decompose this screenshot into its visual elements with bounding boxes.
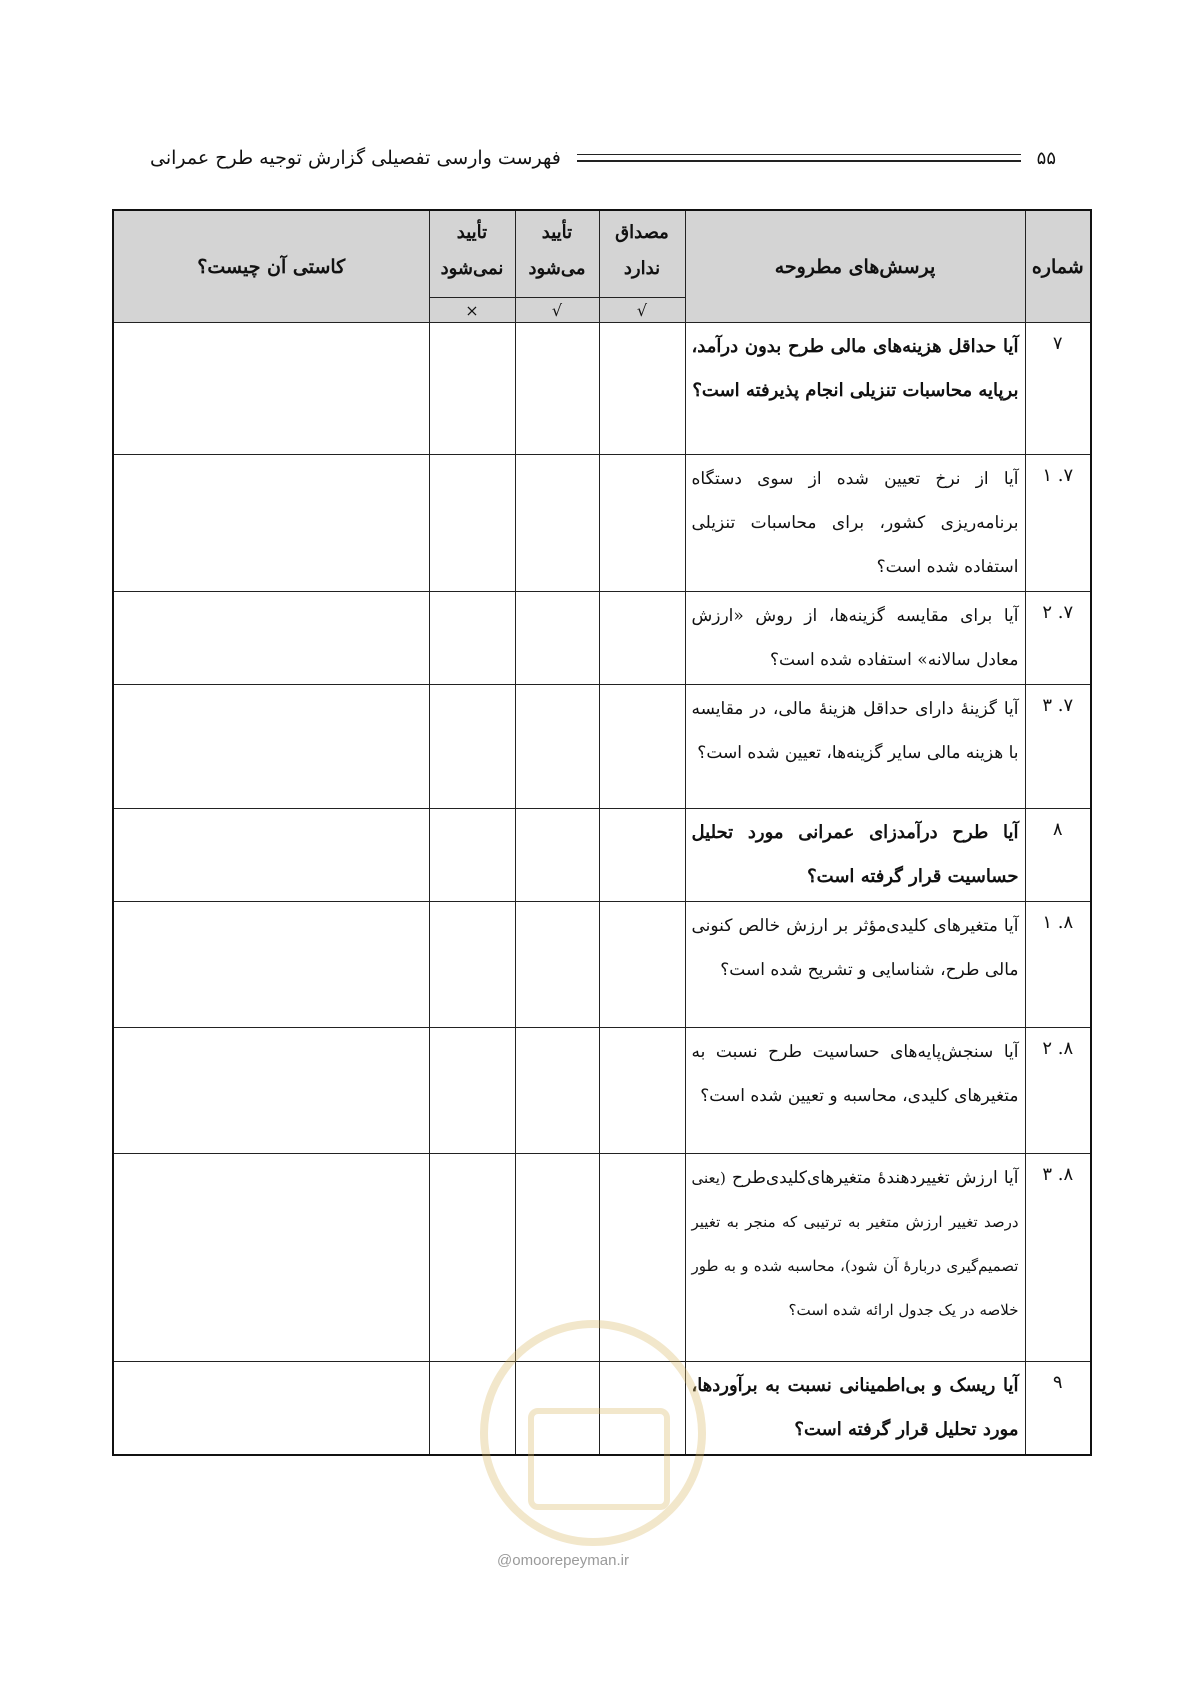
cell-deficiency[interactable] xyxy=(113,902,429,1028)
cell-not-confirmed[interactable] xyxy=(429,685,515,809)
cell-confirmed[interactable] xyxy=(515,685,599,809)
row-number: ۷. ۲ xyxy=(1025,592,1091,685)
cell-not-applicable[interactable] xyxy=(599,685,685,809)
column-header-deficiency: کاستی آن چیست؟ xyxy=(113,210,429,323)
table-row xyxy=(113,455,1091,592)
row-question-note: (یعنی درصد تغییر ارزش متغیر به ترتیبی که منجر به تغییر تصمیم‌گیری دربارۀ آن شود)، محاسبه شده و به طور خلاصه در یک جدول ارائه شده است؟ xyxy=(691,1169,1019,1319)
column-header-confirmed-line2: می‌شود xyxy=(528,258,586,279)
cell-deficiency[interactable] xyxy=(113,1362,429,1456)
row-number: ۷. ۱ xyxy=(1025,455,1091,592)
column-header-confirmed xyxy=(515,210,599,298)
column-header-not-applicable xyxy=(599,210,685,298)
cell-deficiency[interactable] xyxy=(113,1028,429,1154)
cell-deficiency[interactable] xyxy=(113,323,429,455)
row-question-main: آیا ارزش تغییردهندۀ متغیرهای‌کلیدی‌طرح xyxy=(731,1168,1019,1188)
page-number: ۵۵ xyxy=(1036,147,1056,169)
cell-not-applicable[interactable] xyxy=(599,902,685,1028)
row-question: آیا برای مقایسه گزینه‌ها، از روش «ارزش معادل سالانه» استفاده شده است؟ xyxy=(685,592,1025,685)
cell-deficiency[interactable] xyxy=(113,685,429,809)
cell-confirmed[interactable] xyxy=(515,455,599,592)
cell-not-confirmed[interactable] xyxy=(429,1154,515,1362)
row-question: آیا متغیرهای کلیدی‌مؤثر بر ارزش خالص کنونی مالی طرح، شناسایی و تشریح شده است؟ xyxy=(685,902,1025,1028)
column-header-question: پرسش‌های مطروحه xyxy=(685,210,1025,323)
column-header-confirmed-line1: تأیید xyxy=(541,222,573,243)
watermark-logo xyxy=(480,1320,706,1546)
column-header-not-confirmed xyxy=(429,210,515,298)
table-row xyxy=(113,902,1091,1028)
cell-deficiency[interactable] xyxy=(113,809,429,902)
cell-not-applicable[interactable] xyxy=(599,809,685,902)
mark-not-confirmed: × xyxy=(429,298,515,323)
mark-confirmed: √ xyxy=(515,298,599,323)
column-header-not-applicable-line2: ندارد xyxy=(623,258,661,279)
cell-not-confirmed[interactable] xyxy=(429,809,515,902)
table-row xyxy=(113,592,1091,685)
cell-not-applicable[interactable] xyxy=(599,455,685,592)
table-row xyxy=(113,1028,1091,1154)
row-question xyxy=(685,1154,1025,1362)
cell-confirmed[interactable] xyxy=(515,902,599,1028)
row-question: آیا حداقل هزینه‌های مالی طرح بدون درآمد، برپایه محاسبات تنزیلی انجام پذیرفته است؟ xyxy=(685,323,1025,455)
cell-not-applicable[interactable] xyxy=(599,1028,685,1154)
row-number: ۸. ۲ xyxy=(1025,1028,1091,1154)
cell-deficiency[interactable] xyxy=(113,592,429,685)
watermark-emblem-icon xyxy=(528,1408,670,1510)
row-question: آیا از نرخ تعیین شده از سوی دستگاه برنامه‌ریزی کشور، برای محاسبات تنزیلی استفاده شده است؟ xyxy=(685,455,1025,592)
row-question: آیا طرح درآمدزای عمرانی مورد تحلیل حساسیت قرار گرفته است؟ xyxy=(685,809,1025,902)
cell-not-confirmed[interactable] xyxy=(429,455,515,592)
cell-not-confirmed[interactable] xyxy=(429,323,515,455)
cell-confirmed[interactable] xyxy=(515,323,599,455)
row-number: ۸ xyxy=(1025,809,1091,902)
column-header-not-confirmed-line2: نمی‌شود xyxy=(440,258,504,279)
row-question: آیا سنجش‌پایه‌های حساسیت طرح نسبت به متغیرهای کلیدی، محاسبه و تعیین شده است؟ xyxy=(685,1028,1025,1154)
row-question: آیا گزینۀ دارای حداقل هزینۀ مالی، در مقایسه با هزینه مالی سایر گزینه‌ها، تعیین شده است؟ xyxy=(685,685,1025,809)
column-header-not-confirmed-line1: تأیید xyxy=(456,222,488,243)
cell-not-confirmed[interactable] xyxy=(429,902,515,1028)
cell-not-applicable[interactable] xyxy=(599,592,685,685)
row-number: ۷. ۳ xyxy=(1025,685,1091,809)
row-number: ۸. ۳ xyxy=(1025,1154,1091,1362)
cell-not-applicable[interactable] xyxy=(599,323,685,455)
cell-deficiency[interactable] xyxy=(113,455,429,592)
page-header xyxy=(150,140,1056,176)
table-row xyxy=(113,685,1091,809)
table-row xyxy=(113,809,1091,902)
mark-not-applicable: √ xyxy=(599,298,685,323)
table-row xyxy=(113,323,1091,455)
cell-deficiency[interactable] xyxy=(113,1154,429,1362)
row-question: آیا ریسک و بی‌اطمینانی نسبت به برآوردها، مورد تحلیل قرار گرفته است؟ xyxy=(685,1362,1025,1456)
cell-not-confirmed[interactable] xyxy=(429,1028,515,1154)
header-rule xyxy=(577,154,1021,162)
page-title: فهرست وارسی تفصیلی گزارش توجیه طرح عمرانی xyxy=(150,147,561,169)
cell-confirmed[interactable] xyxy=(515,1028,599,1154)
watermark-site: @omoorepeyman.ir xyxy=(497,1552,629,1569)
column-header-not-applicable-line1: مصداق xyxy=(615,222,669,243)
cell-confirmed[interactable] xyxy=(515,809,599,902)
row-number: ۸. ۱ xyxy=(1025,902,1091,1028)
cell-confirmed[interactable] xyxy=(515,592,599,685)
checklist-table xyxy=(112,209,1092,1456)
row-number: ۷ xyxy=(1025,323,1091,455)
cell-not-confirmed[interactable] xyxy=(429,592,515,685)
column-header-number: شماره xyxy=(1025,210,1091,323)
row-number: ۹ xyxy=(1025,1362,1091,1456)
